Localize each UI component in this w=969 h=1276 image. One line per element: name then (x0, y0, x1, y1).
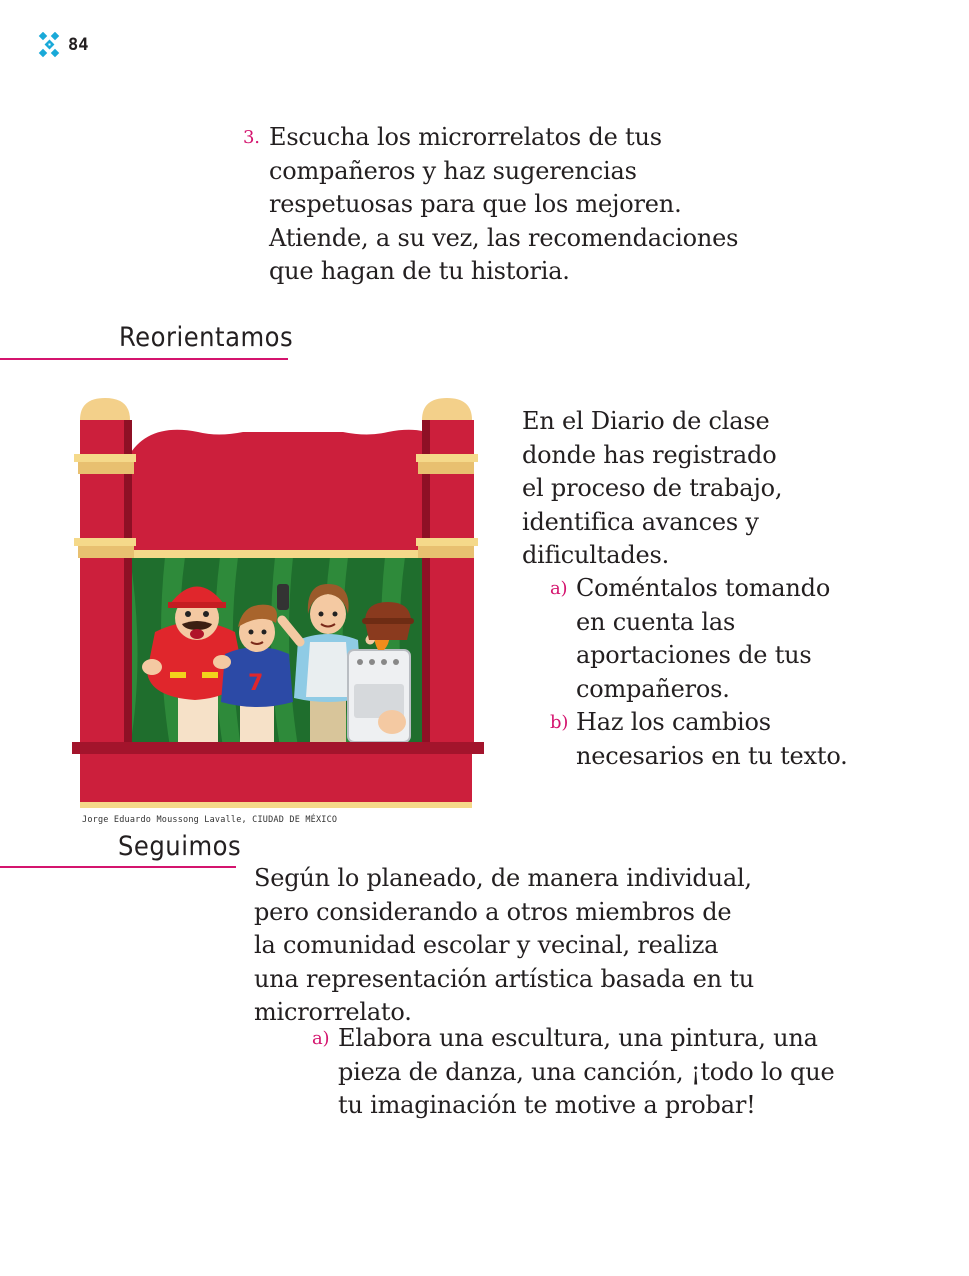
reorientamos-line: En el Diario de clase (522, 407, 770, 435)
book-logo-icon (38, 32, 62, 58)
seguimos-item-a (312, 1022, 834, 1123)
seguimos-item-a-line: Elabora una escultura, una pintura, una (338, 1024, 818, 1052)
reorientamos-heading: Reorientamos (119, 322, 294, 353)
reorientamos-item-a-line: aportaciones de tus (576, 641, 812, 669)
intro-item-3 (243, 121, 738, 289)
shirt-number: 7 (248, 671, 264, 696)
seguimos-line: Según lo planeado, de manera individual, (254, 864, 752, 892)
intro-line: que hagan de tu historia. (269, 257, 570, 285)
stage-ledge (72, 742, 484, 754)
intro-line: respetuosas para que los mejoren. (269, 190, 682, 218)
reorientamos-line: dificultades. (522, 541, 670, 569)
page-number (38, 32, 88, 58)
reorientamos-item-a-line: en cuenta las (576, 607, 736, 636)
intro-line: Atiende, a su vez, las recomendaciones (269, 223, 739, 252)
right-pillar (416, 398, 478, 750)
seguimos-line: la comunidad escolar y vecinal, realiza (254, 931, 719, 959)
reorientamos-line: identifica avances y (522, 507, 759, 536)
seguimos-item-a-line: pieza de danza, una canción, ¡todo lo que (338, 1057, 835, 1086)
illustration-caption: Jorge Eduardo Moussong Lavalle, CIUDAD DE MÉXICO (82, 815, 338, 825)
reorientamos-item-b-marker: b) (550, 712, 569, 733)
reorientamos-text (522, 405, 782, 573)
page-number-text: 84 (68, 35, 89, 55)
reorientamos-line: el proceso de trabajo, (522, 474, 783, 502)
puppet-theater-illustration (70, 392, 486, 812)
reorientamos-item-b (550, 706, 848, 773)
reorientamos-line: donde has registrado (522, 440, 777, 469)
seguimos-text (254, 862, 754, 1030)
reorientamos-item-a-marker: a) (550, 578, 568, 599)
reorientamos-item-a-text (576, 572, 830, 706)
stage-base (80, 754, 472, 804)
seguimos-heading: Seguimos (118, 831, 242, 862)
seguimos-line: pero considerando a otros miembros de (254, 897, 732, 926)
seguimos-line: microrrelato. (254, 998, 412, 1026)
intro-marker: 3. (243, 127, 260, 148)
intro-line: compañeros y haz sugerencias (269, 156, 637, 185)
reorientamos-item-a (550, 572, 830, 706)
reorientamos-item-b-text (576, 706, 848, 773)
seguimos-item-a-marker: a) (312, 1028, 330, 1049)
reorientamos-rule (0, 358, 288, 360)
intro-text (269, 121, 738, 289)
intro-line: Escucha los microrrelatos de tus (269, 123, 662, 151)
seguimos-rule (0, 866, 236, 868)
seguimos-item-a-text (338, 1022, 834, 1123)
seguimos-line: una representación artística basada en tu (254, 964, 755, 993)
reorientamos-item-a-line: compañeros. (576, 674, 730, 703)
reorientamos-item-b-line: Haz los cambios (576, 708, 771, 736)
left-pillar (74, 398, 136, 750)
reorientamos-item-a-line: Coméntalos tomando (576, 574, 831, 602)
reorientamos-item-b-line: necesarios en tu texto. (576, 741, 848, 770)
seguimos-item-a-line: tu imaginación te motive a probar! (338, 1091, 756, 1119)
stage-canopy (128, 430, 458, 557)
